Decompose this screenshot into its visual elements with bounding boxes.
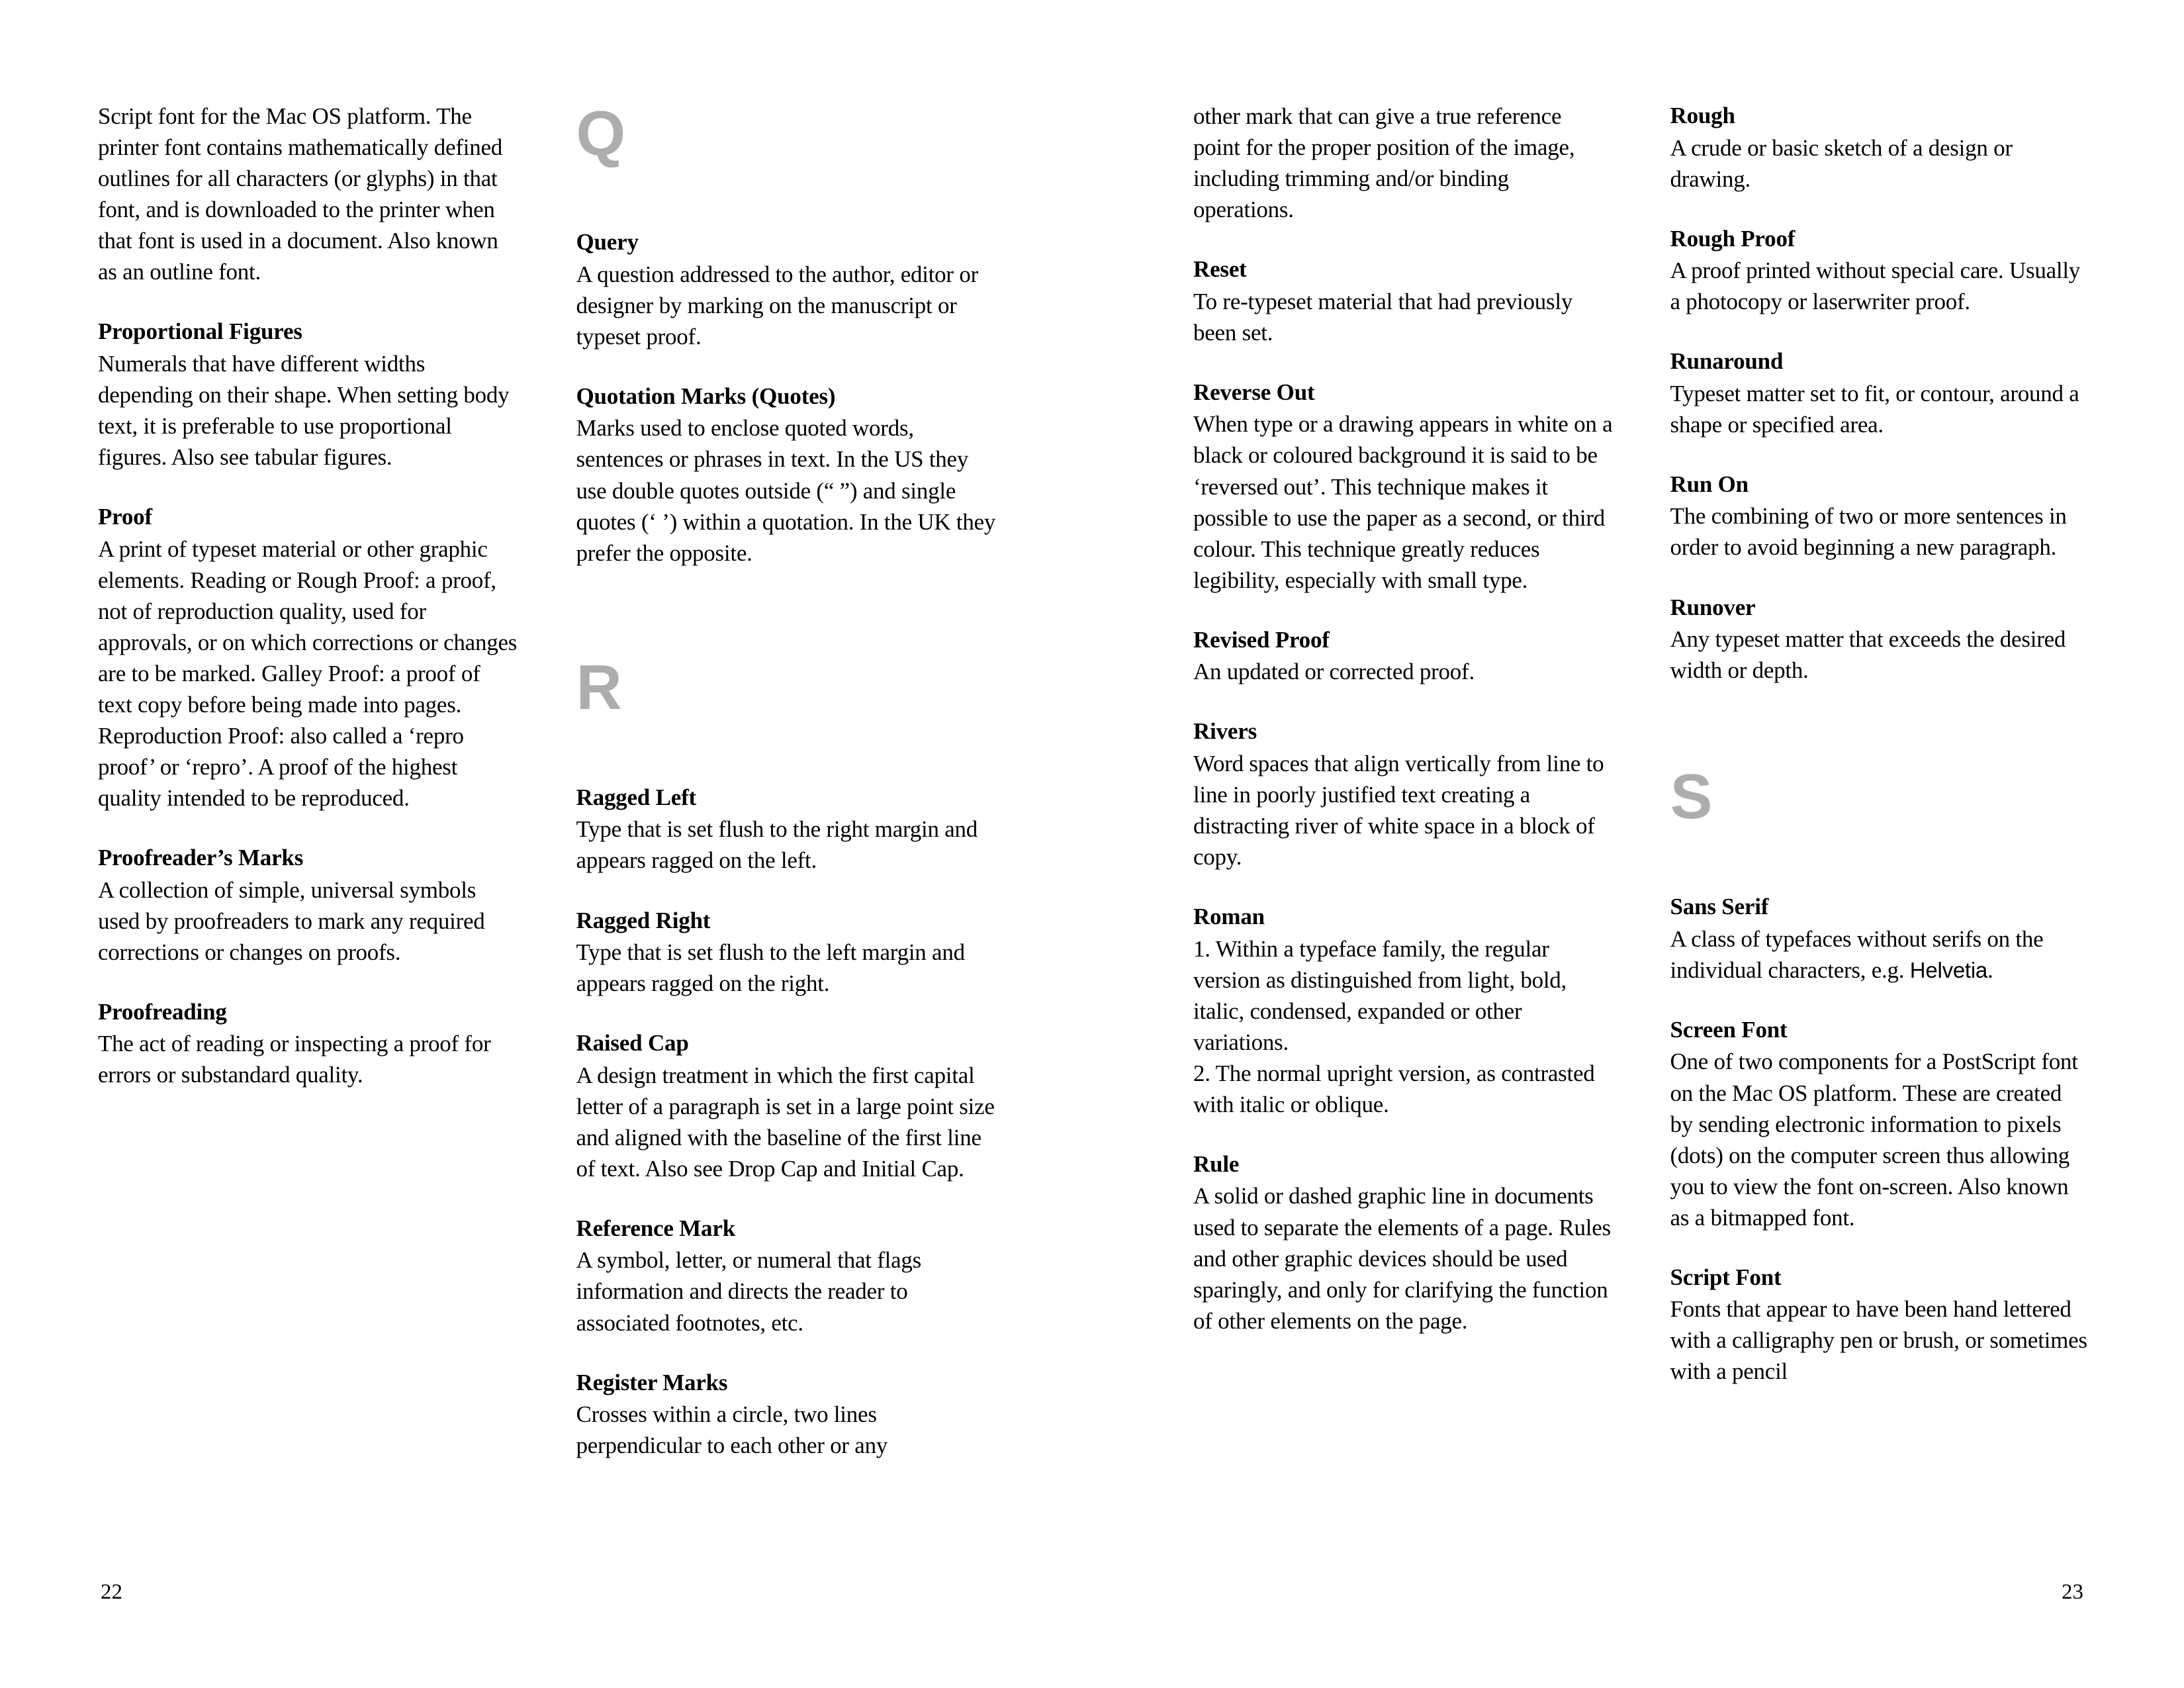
- entry-term: Screen Font: [1670, 1016, 1788, 1043]
- entry-term: Proportional Figures: [98, 318, 302, 345]
- continuation-paragraph: other mark that can give a true reference point for the proper position of the image, including trimming and/or binding operations.: [1193, 103, 1575, 223]
- entry-definition: Type that is set flush to the left margin and appears ragged on the right.: [576, 939, 965, 997]
- entry-definition: Marks used to enclose quoted words, sentences or phrases in text. In the US they use double quotes outside (“ ”) and single quotes (‘ ’) within a quotation. In the UK they prefer the opposite.: [576, 415, 996, 566]
- entry-term: Proof: [98, 504, 152, 530]
- entry-term: Roman: [1193, 904, 1265, 930]
- entry-term: Query: [576, 229, 639, 256]
- entry-definition: The act of reading or inspecting a proof for errors or substandard quality.: [98, 1031, 491, 1088]
- entry-definition: Crosses within a circle, two lines perpendicular to each other or any: [576, 1401, 888, 1459]
- columns-container: [98, 98, 2090, 1537]
- entry-definition: When type or a drawing appears in white on a black or coloured background it is said to be ‘reversed out’. This technique makes it possible to use the paper as a second, or third colour. This technique greatly reduces legibility, especially with small type.: [1193, 411, 1613, 593]
- entry-definition: A question addressed to the author, editor or designer by marking on the manuscript or typeset proof.: [576, 261, 978, 350]
- text-column-3: [1193, 101, 1614, 1336]
- entry-definition: One of two components for a PostScript font on the Mac OS platform. These are created by sending electronic information to pixels (dots) on the computer screen thus allowing you to view the font on-screen. Also known as a bitmapped font.: [1670, 1049, 2078, 1231]
- entry-term: Runaround: [1670, 348, 1784, 375]
- glossary-entry: [1193, 902, 1614, 1120]
- glossary-entry: [576, 782, 997, 876]
- definition-text-pre: A class of typefaces without serifs on the individual characters, e.g.: [1670, 925, 2044, 983]
- glossary-entry: [98, 502, 518, 814]
- entry-term: Rough: [1670, 103, 1735, 128]
- glossary-entry: [1670, 1262, 2091, 1387]
- entry-term: Rough Proof: [1670, 225, 1796, 252]
- glossary-entry: [1670, 101, 2091, 195]
- definition-sans-sample: Helvetia: [1909, 957, 1988, 982]
- entry-term: Reverse Out: [1193, 379, 1315, 405]
- glossary-entry: [1670, 1015, 2091, 1233]
- page-number-left: 22: [101, 1580, 122, 1604]
- entry-term: Ragged Left: [576, 784, 697, 810]
- text-column-4: [1670, 101, 2091, 1387]
- entry-definition: Type that is set flush to the right margin and appears ragged on the left.: [576, 816, 978, 874]
- entry-term: Ragged Right: [576, 907, 711, 933]
- glossary-entry: [1670, 592, 2091, 686]
- letter-marker-r: R: [576, 651, 621, 723]
- glossary-entry: [1193, 1149, 1614, 1336]
- entry-definition: Fonts that appear to have been hand lettered with a calligraphy pen or brush, or sometimes with a pencil: [1670, 1296, 2087, 1385]
- entry-definition: A proof printed without special care. Usually a photocopy or laserwriter proof.: [1670, 258, 2081, 315]
- entry-definition: Word spaces that align vertically from line to line in poorly justified text creating a distracting river of white space in a block of copy.: [1193, 750, 1604, 870]
- entry-term: Reference Mark: [576, 1215, 735, 1241]
- letter-marker-q: Q: [576, 98, 625, 169]
- entry-definition: A design treatment in which the first capital letter of a paragraph is set in a large point size and aligned with the baseline of the first line of text. Also see Drop Cap and Initial Cap.: [576, 1062, 995, 1182]
- glossary-entry: [576, 1028, 997, 1184]
- entry-term: Run On: [1670, 471, 1749, 497]
- glossary-entry: [576, 381, 997, 569]
- entry-term: Runover: [1670, 594, 1756, 620]
- page-number-right: 23: [2062, 1580, 2083, 1604]
- entry-term: Rivers: [1193, 718, 1257, 745]
- entry-definition: To re-typeset material that had previously been set.: [1193, 288, 1573, 346]
- entry-definition: A solid or dashed graphic line in documents used to separate the elements of a page. Rules and other graphic devices should be used sparingly, and only for clarifying the function of other elements on the page.: [1193, 1183, 1611, 1334]
- entry-definition: 1. Within a typeface family, the regular version as distinguished from light, bold, italic, condensed, expanded or other variations. 2. The normal upright version, as contrasted with italic or oblique.: [1193, 935, 1595, 1117]
- glossary-entry: [1670, 469, 2091, 563]
- glossary-entry: [1193, 716, 1614, 872]
- entry-term: Script Font: [1670, 1264, 1782, 1290]
- entry-term: Quotation Marks (Quotes): [576, 383, 836, 409]
- entry-term: Sans Serif: [1670, 894, 1769, 920]
- continuation-paragraph: Script font for the Mac OS platform. The printer font contains mathematically defined outlines for all characters (or glyphs) in that font, and is downloaded to the printer when that font is used in a document. Also known as an outline font.: [98, 103, 503, 285]
- entry-term: Rule: [1193, 1150, 1240, 1177]
- glossary-entry: [576, 227, 997, 352]
- entry-term: Proofreading: [98, 998, 227, 1025]
- text-column-1: [98, 101, 518, 1091]
- entry-definition: A symbol, letter, or numeral that flags information and directs the reader to associated footnotes, etc.: [576, 1247, 922, 1336]
- glossary-entry: [576, 1368, 997, 1462]
- glossary-entry: [1193, 254, 1614, 348]
- definition-text-post: .: [1987, 957, 1993, 983]
- glossary-entry: [98, 843, 518, 968]
- entry-term: Raised Cap: [576, 1030, 689, 1056]
- glossary-entry: [98, 997, 518, 1091]
- glossary-entry: [576, 906, 997, 1000]
- glossary-entry: [1670, 224, 2091, 318]
- glossary-entry: [1670, 346, 2091, 440]
- entry-definition: A print of typeset material or other graphic elements. Reading or Rough Proof: a proof, not of reproduction quality, used for approvals, or on which corrections or changes are to be marked. Galley Proof: a proof of text copy before being made into pages. Reproduction Proof: also called a ‘repro proof’ or ‘repro’. A proof of the highest quality intended to be reproduced.: [98, 536, 518, 812]
- entry-definition: Any typeset matter that exceeds the desired width or depth.: [1670, 626, 2066, 684]
- entry-definition: [1670, 923, 2091, 986]
- glossary-entry: [1670, 892, 2091, 986]
- glossary-entry: [576, 1213, 997, 1338]
- entry-definition: Typeset matter set to fit, or contour, around a shape or specified area.: [1670, 380, 2079, 438]
- letter-marker-s: S: [1670, 761, 1712, 833]
- glossary-entry: [1193, 625, 1614, 688]
- entry-term: Reset: [1193, 256, 1247, 283]
- glossary-entry: [98, 316, 518, 473]
- entry-term: Proofreader’s Marks: [98, 845, 304, 871]
- entry-definition: The combining of two or more sentences in order to avoid beginning a new paragraph.: [1670, 503, 2067, 561]
- entry-definition: An updated or corrected proof.: [1193, 659, 1475, 685]
- text-column-2: [576, 98, 997, 1461]
- entry-definition: A collection of simple, universal symbols used by proofreaders to mark any required corrections or changes on proofs.: [98, 876, 485, 965]
- entry-term: Revised Proof: [1193, 626, 1330, 653]
- glossary-entry: [1193, 377, 1614, 596]
- entry-definition: Numerals that have different widths depending on their shape. When setting body text, it is preferable to use proportional figures. Also see tabular figures.: [98, 350, 510, 471]
- entry-definition: A crude or basic sketch of a design or drawing.: [1670, 134, 2013, 192]
- entry-term: Register Marks: [576, 1369, 728, 1395]
